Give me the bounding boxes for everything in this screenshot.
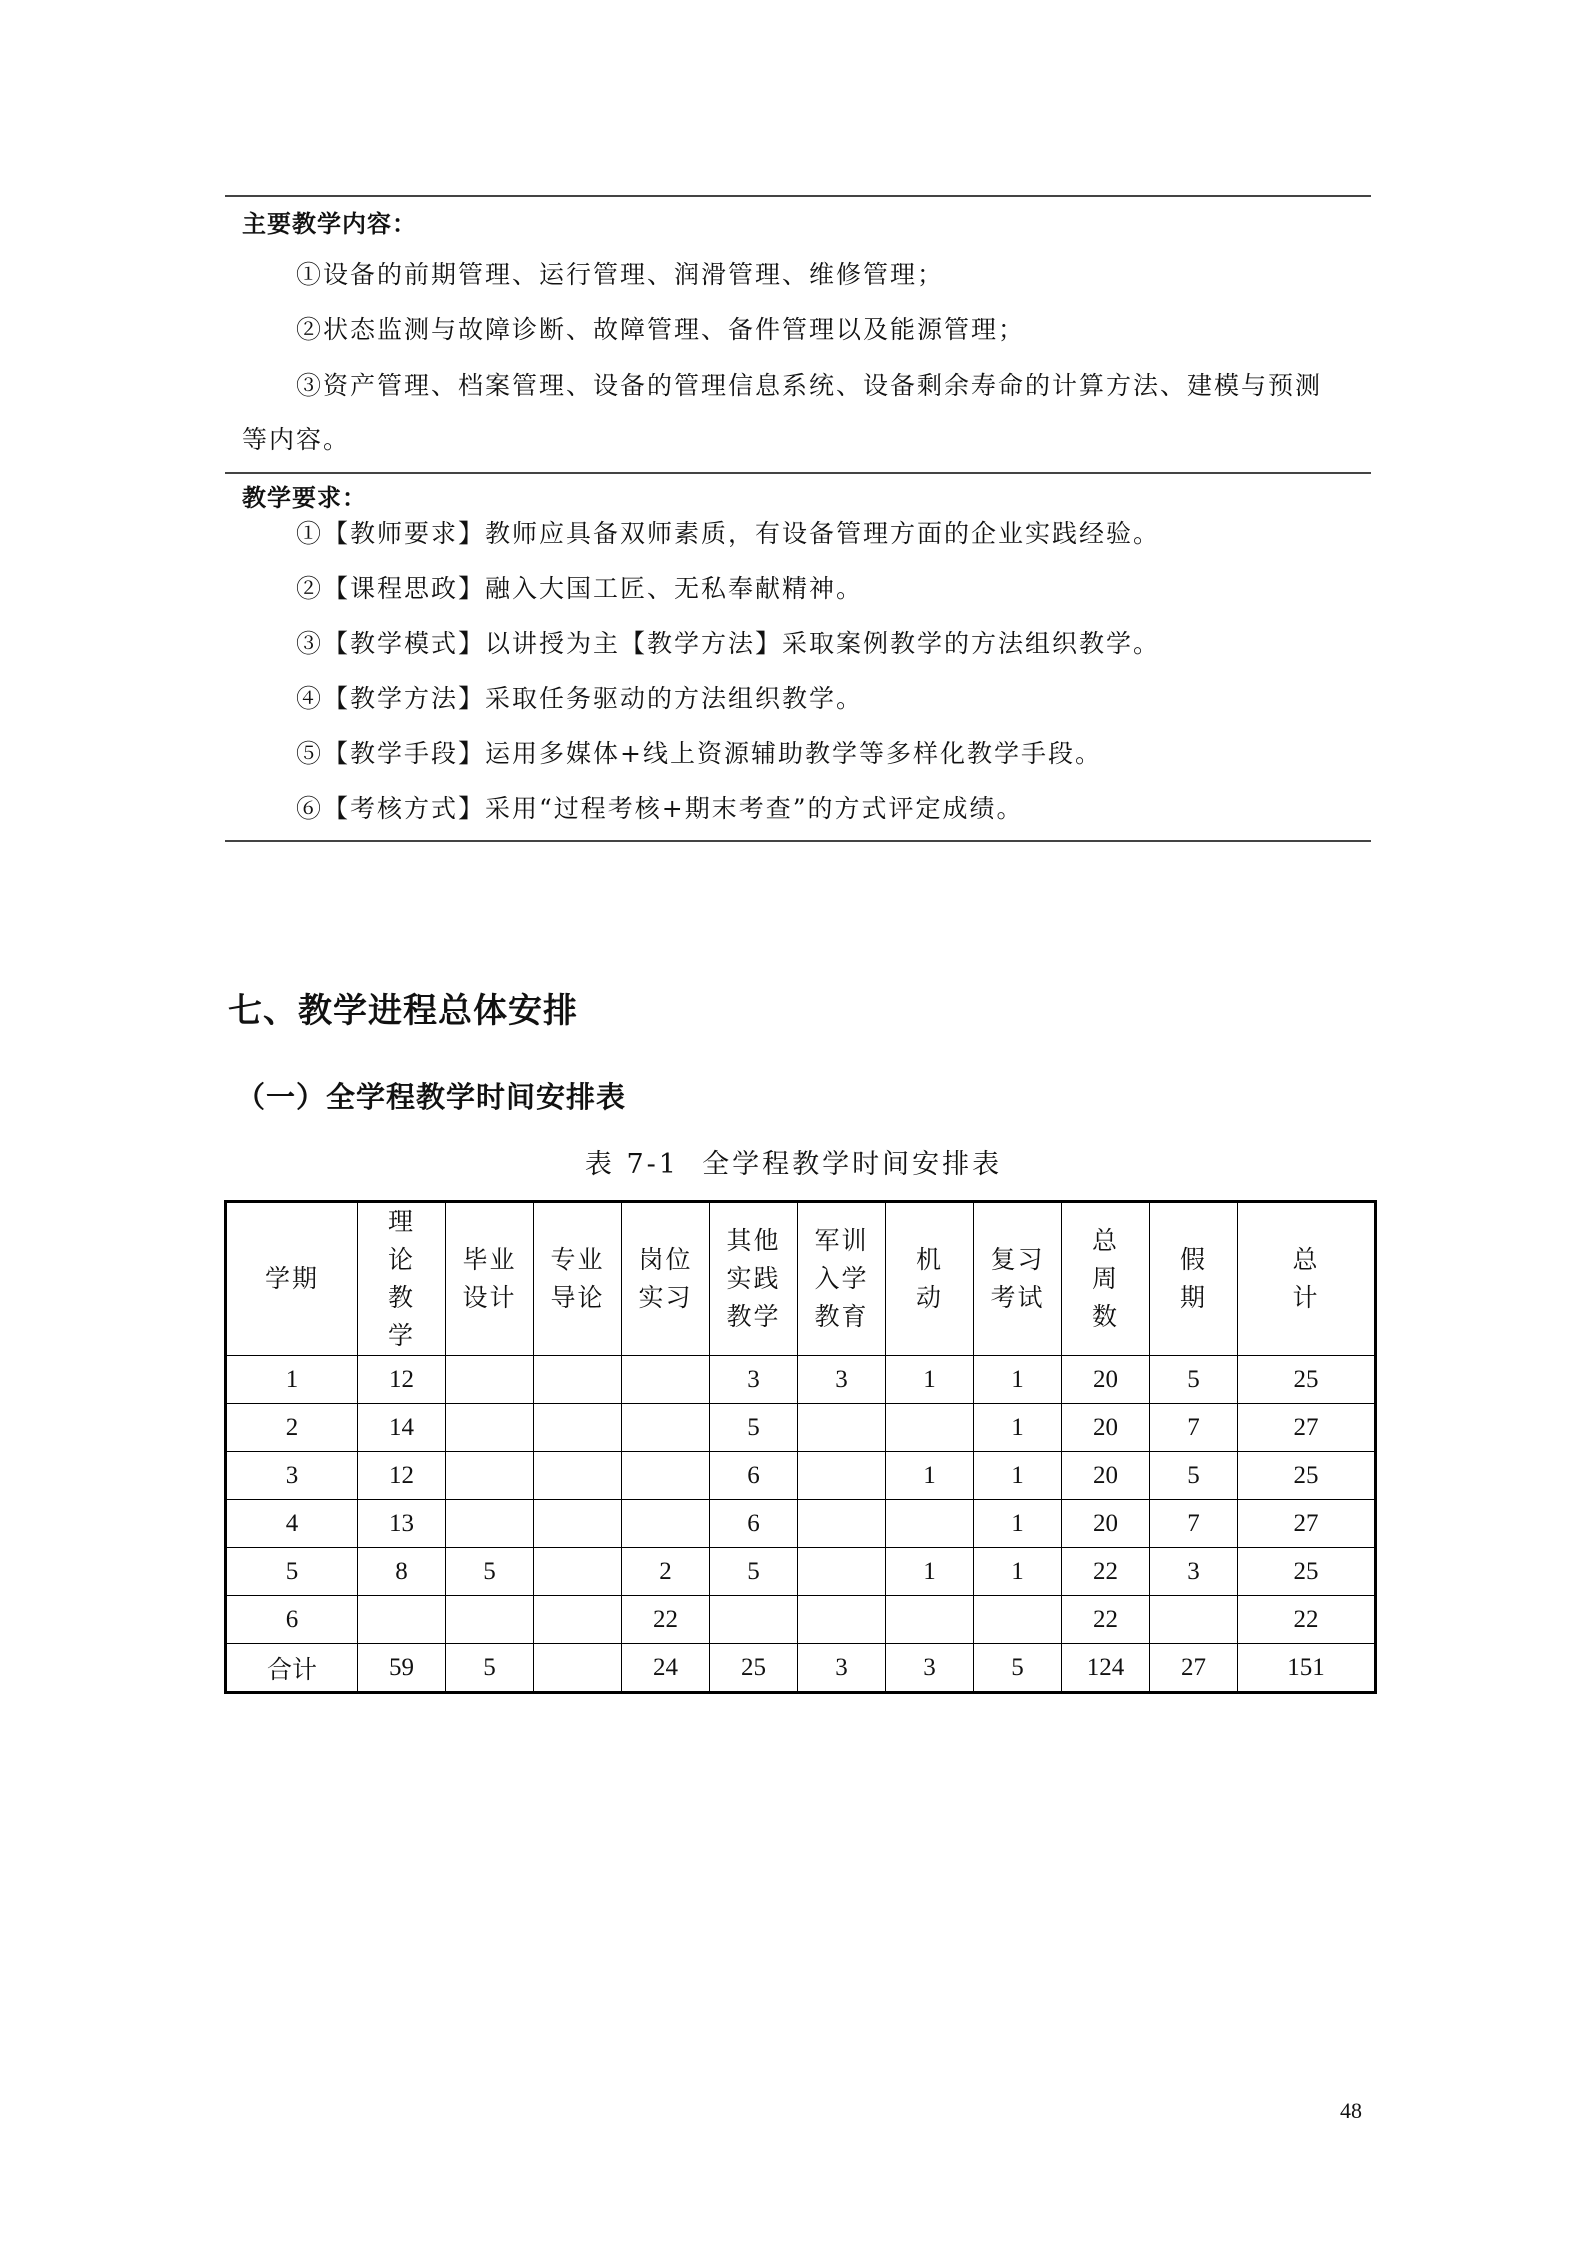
- table-caption: 表 7-1 全学程教学时间安排表: [584, 1149, 1003, 1180]
- header-cell: 总 周 数: [1062, 1202, 1150, 1356]
- table-cell: [622, 1452, 710, 1500]
- table-row: [226, 1644, 1376, 1693]
- requirement-line-5: ⑤【教学手段】运用多媒体+线上资源辅助教学等多样化教学手段。: [296, 739, 1102, 768]
- header-cell: 总 计: [1238, 1202, 1376, 1356]
- table-cell: 25: [710, 1644, 798, 1693]
- table-cell: [446, 1356, 534, 1404]
- table-cell: 3: [226, 1452, 358, 1500]
- page-number: 48: [1340, 2098, 1362, 2123]
- table-cell: [446, 1452, 534, 1500]
- header-cell: 理 论 教 学: [358, 1202, 446, 1356]
- table-cell: 22: [1062, 1548, 1150, 1596]
- table-cell: 1: [974, 1356, 1062, 1404]
- bottom-rule: [225, 840, 1371, 842]
- table-cell: [534, 1500, 622, 1548]
- table-cell: 22: [1238, 1596, 1376, 1644]
- table-row: [226, 1452, 1376, 1500]
- table-cell: 8: [358, 1548, 446, 1596]
- table-cell: [798, 1548, 886, 1596]
- table-cell: 5: [1150, 1452, 1238, 1500]
- table-cell: 1: [886, 1452, 974, 1500]
- table-cell: 3: [798, 1356, 886, 1404]
- table-cell: 59: [358, 1644, 446, 1693]
- table-cell: 合计: [226, 1644, 358, 1693]
- chapter-heading: 七、教学进程总体安排: [228, 991, 578, 1031]
- table-cell: [534, 1404, 622, 1452]
- header-cell: 专业 导论: [534, 1202, 622, 1356]
- table-row: [226, 1404, 1376, 1452]
- table-cell: [534, 1548, 622, 1596]
- table-cell: 124: [1062, 1644, 1150, 1693]
- table-cell: 151: [1238, 1644, 1376, 1693]
- table-row: [226, 1500, 1376, 1548]
- table-cell: 22: [1062, 1596, 1150, 1644]
- table-cell: 20: [1062, 1452, 1150, 1500]
- requirement-line-4: ④【教学方法】采取任务驱动的方法组织教学。: [296, 684, 864, 713]
- table-cell: 27: [1238, 1500, 1376, 1548]
- table-cell: 1: [886, 1548, 974, 1596]
- table-cell: 5: [446, 1548, 534, 1596]
- table-cell: 5: [226, 1548, 358, 1596]
- content-line-1: ①设备的前期管理、运行管理、润滑管理、维修管理；: [296, 260, 945, 289]
- table-cell: [534, 1644, 622, 1693]
- table-cell: 6: [710, 1500, 798, 1548]
- table-cell: [886, 1596, 974, 1644]
- section-heading: （一）全学程教学时间安排表: [236, 1080, 627, 1114]
- table-cell: 7: [1150, 1500, 1238, 1548]
- schedule-table: [224, 1200, 1377, 1694]
- table-cell: 3: [1150, 1548, 1238, 1596]
- table-cell: 5: [710, 1404, 798, 1452]
- table-cell: 20: [1062, 1356, 1150, 1404]
- table-row: [226, 1596, 1376, 1644]
- table-cell: 5: [446, 1644, 534, 1693]
- table-cell: 27: [1150, 1644, 1238, 1693]
- table-cell: 1: [226, 1356, 358, 1404]
- table-cell: 7: [1150, 1404, 1238, 1452]
- table-cell: 5: [710, 1548, 798, 1596]
- table-cell: 13: [358, 1500, 446, 1548]
- table-cell: [622, 1500, 710, 1548]
- table-cell: 5: [974, 1644, 1062, 1693]
- table-cell: 20: [1062, 1500, 1150, 1548]
- header-cell: 其他 实践 教学: [710, 1202, 798, 1356]
- table-row: [226, 1548, 1376, 1596]
- table-cell: 1: [974, 1404, 1062, 1452]
- table-cell: [534, 1596, 622, 1644]
- table-row: [226, 1356, 1376, 1404]
- header-cell: 假 期: [1150, 1202, 1238, 1356]
- table-cell: [886, 1500, 974, 1548]
- top-rule: [225, 195, 1371, 197]
- table-cell: 6: [226, 1596, 358, 1644]
- header-cell: 岗位 实习: [622, 1202, 710, 1356]
- table-cell: 2: [226, 1404, 358, 1452]
- content-label: 主要教学内容：: [242, 209, 417, 238]
- header-cell: 机 动: [886, 1202, 974, 1356]
- table-cell: 1: [974, 1500, 1062, 1548]
- requirements-label: 教学要求：: [242, 483, 367, 512]
- content-line-2: ②状态监测与故障诊断、故障管理、备件管理以及能源管理；: [296, 315, 1026, 344]
- table-cell: 1: [974, 1548, 1062, 1596]
- table-cell: 22: [622, 1596, 710, 1644]
- table-cell: 25: [1238, 1548, 1376, 1596]
- table-cell: 14: [358, 1404, 446, 1452]
- table-cell: [622, 1356, 710, 1404]
- table-cell: [446, 1596, 534, 1644]
- table-cell: 1: [886, 1356, 974, 1404]
- table-cell: [1150, 1596, 1238, 1644]
- header-cell: 毕业 设计: [446, 1202, 534, 1356]
- table-cell: 3: [710, 1356, 798, 1404]
- table-cell: 3: [798, 1644, 886, 1693]
- table-cell: [622, 1404, 710, 1452]
- middle-rule: [225, 472, 1371, 474]
- table-cell: [974, 1596, 1062, 1644]
- table-cell: 27: [1238, 1404, 1376, 1452]
- table-cell: 2: [622, 1548, 710, 1596]
- table-header-row: [226, 1202, 1376, 1356]
- table-cell: 12: [358, 1356, 446, 1404]
- table-cell: [798, 1452, 886, 1500]
- table-cell: 1: [974, 1452, 1062, 1500]
- table-cell: [534, 1356, 622, 1404]
- table-cell: [886, 1404, 974, 1452]
- table-cell: [358, 1596, 446, 1644]
- header-cell: 军训 入学 教育: [798, 1202, 886, 1356]
- table-cell: 20: [1062, 1404, 1150, 1452]
- requirement-line-2: ②【课程思政】融入大国工匠、无私奉献精神。: [296, 574, 864, 603]
- table-cell: 25: [1238, 1452, 1376, 1500]
- requirement-line-1: ①【教师要求】教师应具备双师素质，有设备管理方面的企业实践经验。: [296, 519, 1161, 548]
- table-cell: 5: [1150, 1356, 1238, 1404]
- content-line-3: ③资产管理、档案管理、设备的管理信息系统、设备剩余寿命的计算方法、建模与预测: [296, 371, 1323, 400]
- requirement-line-3: ③【教学模式】以讲授为主【教学方法】采取案例教学的方法组织教学。: [296, 629, 1161, 658]
- table-cell: [446, 1500, 534, 1548]
- content-line-4: 等内容。: [242, 425, 351, 454]
- table-cell: 25: [1238, 1356, 1376, 1404]
- table-cell: [798, 1404, 886, 1452]
- table-cell: [446, 1404, 534, 1452]
- table-cell: [534, 1452, 622, 1500]
- table-cell: 24: [622, 1644, 710, 1693]
- requirement-line-6: ⑥【考核方式】采用“过程考核+期末考查”的方式评定成绩。: [296, 794, 1024, 823]
- header-cell: 学期: [226, 1202, 358, 1356]
- table-cell: [710, 1596, 798, 1644]
- table-cell: 3: [886, 1644, 974, 1693]
- table-cell: [798, 1596, 886, 1644]
- table-cell: 6: [710, 1452, 798, 1500]
- table-cell: [798, 1500, 886, 1548]
- header-cell: 复习 考试: [974, 1202, 1062, 1356]
- table-cell: 4: [226, 1500, 358, 1548]
- table-cell: 12: [358, 1452, 446, 1500]
